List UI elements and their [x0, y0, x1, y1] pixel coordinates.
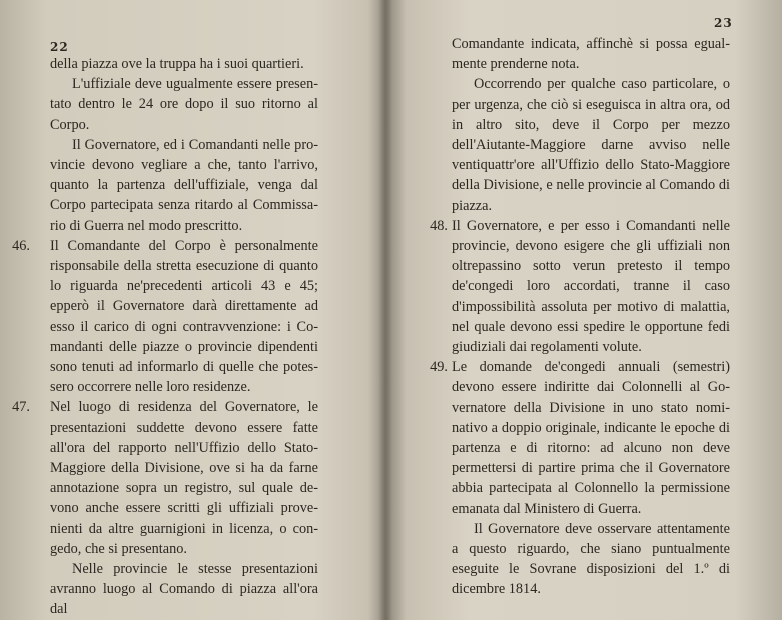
article-48: 48. Il Governatore, e per esso i Comandanti nelle provincie, devono esigere che gli uffiziali non oltrepassino sotto verun pretesto il tempo de'congedi loro accordati, tranne il caso d'impossibilità assoluta per motivo di malattia, nel quale devono essi spedire le opportune fedi giudiziali dai regolamenti volute.: [452, 216, 730, 357]
article-number: 46.: [12, 237, 30, 254]
paragraph: Il Governatore, ed i Comandanti nelle provincie devono vegliare a che, tanto l'arrivo, quanto la partenza dell'uffiziale, venga dal Corpo partecipata senza ritardo al Commissario di Guerra nel modo prescritto.: [50, 136, 318, 234]
right-page-number: 23: [714, 16, 733, 30]
article-47: 47. Nel luogo di residenza del Governatore, le presentazioni suddette devono essere fatte all'ora del rapporto nell'Uffizio dello Stato-Maggiore della Divisione, ove si ha da farne annotazione sopra un registro, sul quale devono anche essere scritti gli uffiziali provenienti da altre guarnigioni in licenza, o congedo, che si presentano.: [50, 397, 318, 559]
left-page-number: 22: [50, 40, 69, 54]
article-number: 48.: [430, 217, 448, 234]
right-page: [388, 0, 782, 620]
article-number: 49.: [430, 359, 448, 376]
left-page: [0, 0, 382, 620]
paragraph: Nelle provincie le stesse presentazioni avranno luogo al Comando di piazza all'ora dal: [50, 561, 318, 618]
paragraph: Occorrendo per qualche caso particolare, o per urgenza, che ciò si eseguisca in altra ora, od in altro sito, deve il Corpo per mezzo dell'Aiutante-Maggiore darne avviso nelle ventiquattr'ore all'Uffizio dello Stato-Maggiore della Divisione, e nelle provincie al Comando di piazza.: [452, 76, 730, 214]
paragraph: Comandante indicata, affinchè si possa egualmente prenderne nota.: [452, 36, 730, 73]
article-46: 46. Il Comandante del Corpo è personalmente risponsabile della stretta esecuzione di quanto lo riguarda ne'precedenti articoli 43 e 45; epperò il Governatore darà direttamente ad esso il carico di ogni contravvenzione: i Comandanti delle piazze o provincie dipendenti sono tenuti ad informarlo di quelle che potessero occorrere nelle loro residenze.: [50, 236, 318, 398]
paragraph: Il Governatore deve osservare attentamente a questo riguardo, che siano puntualmente eseguite le Sovrane disposizioni del 1.º di dicembre 1814.: [452, 520, 730, 598]
right-page-text: [430, 34, 730, 600]
left-page-text: [12, 54, 318, 620]
paragraph: L'uffiziale deve ugualmente essere presentato dentro le 24 ore dopo il suo ritorno al Corpo.: [50, 76, 318, 133]
paragraph: della piazza ove la truppa ha i suoi quartieri.: [50, 56, 304, 72]
article-49: 49. Le domande de'congedi annuali (semestri) devono essere indiritte dai Colonnelli al Governatore della Divisione in uno stato nominativo a doppio originale, indicante le epoche di partenza e di ritorno: ad alcuno non deve permettersi di partire prima che il Governatore abbia partecipata al Colonnello la permissione emanata dal Ministero di Guerra.: [452, 357, 730, 519]
article-number: 47.: [12, 399, 30, 416]
